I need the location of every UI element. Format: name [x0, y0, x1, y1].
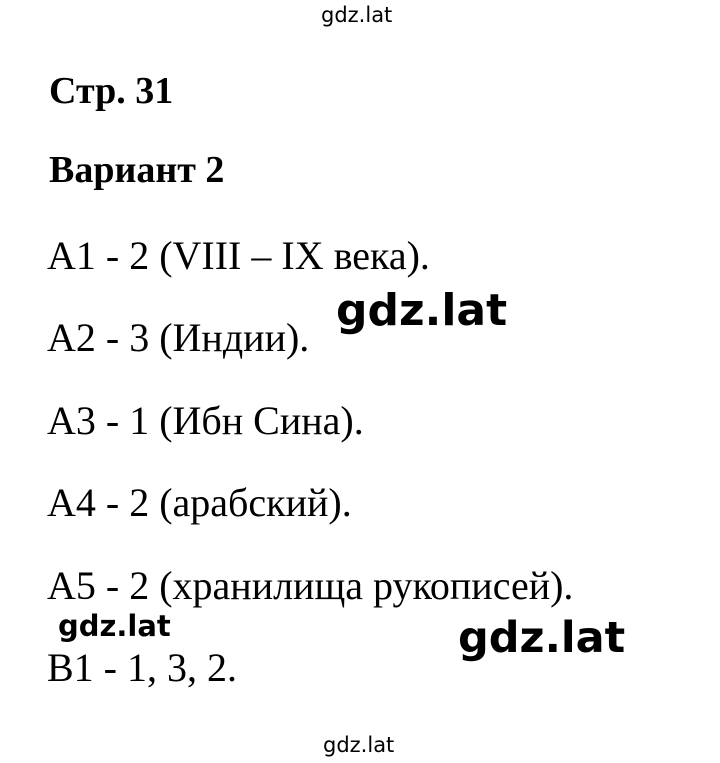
answer-a4: А4 - 2 (арабский).	[47, 480, 352, 525]
answer-b1: В1 - 1, 3, 2.	[47, 645, 237, 690]
answer-a5: А5 - 2 (хранилища рукописей).	[47, 563, 574, 608]
watermark-left: gdz.lat	[58, 609, 171, 643]
watermark-middle: gdz.lat	[336, 285, 508, 336]
answer-a1: А1 - 2 (VIII – IX века).	[47, 233, 430, 278]
watermark-top: gdz.lat	[321, 3, 393, 27]
answer-a2: А2 - 3 (Индии).	[47, 315, 310, 360]
watermark-right: gdz.lat	[458, 613, 626, 663]
variant-heading: Вариант 2	[49, 149, 225, 191]
watermark-bottom: gdz.lat	[323, 733, 395, 757]
answer-a3: А3 - 1 (Ибн Сина).	[47, 398, 364, 443]
page-reference: Стр. 31	[49, 70, 174, 112]
